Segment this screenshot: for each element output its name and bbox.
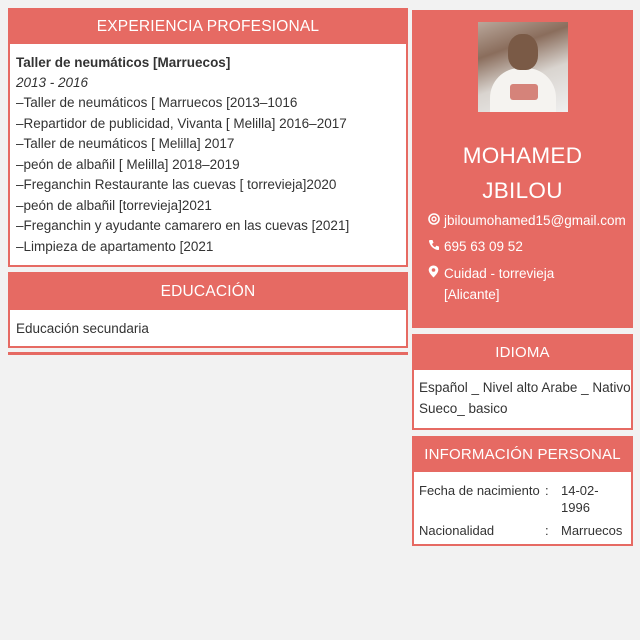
personal-info-table (419, 482, 626, 539)
education-heading: EDUCACIÓN (10, 274, 406, 310)
table-row (419, 516, 626, 539)
section-divider (8, 352, 408, 355)
language-line: Sueco_ basico (419, 401, 508, 416)
experience-item: –Repartidor de publicidad, Vivanta [ Melilla] 2016–2017 (16, 115, 347, 131)
contact-email[interactable] (428, 210, 626, 232)
language-line: Español _ Nivel alto Arabe _ Nativo (419, 380, 631, 395)
at-icon (428, 211, 444, 232)
nationality-label: Nacionalidad (419, 523, 495, 538)
location-line2: [Alicante] (444, 287, 500, 302)
birthdate-label: Fecha de nacimiento (419, 483, 540, 498)
experience-heading: EXPERIENCIA PROFESIONAL (10, 10, 406, 44)
experience-item: –Freganchin y ayudante camarero en las cuevas [2021] (16, 218, 350, 233)
location-line1: Cuidad - torrevieja (444, 266, 555, 281)
separator: : (545, 523, 549, 538)
experience-item: –Freganchin Restaurante las cuevas [ torrevieja]2020 (16, 177, 337, 192)
experience-item: –Taller de neumáticos [ Marruecos [2013–1016 (16, 95, 298, 110)
experience-item: –Taller de neumáticos [ Melilla] 2017 (16, 136, 235, 151)
phone-icon (428, 237, 444, 258)
experience-years: 2013 - 2016 (16, 75, 89, 90)
experience-item: –peón de albañil [ Melilla] 2018–2019 (16, 156, 240, 172)
education-section (8, 272, 408, 348)
separator: : (545, 483, 549, 498)
personal-info-section (412, 436, 633, 546)
experience-title: Taller de neumáticos [Marruecos] (16, 55, 231, 70)
languages-section (412, 334, 633, 430)
name-last: JBILOU (482, 178, 563, 203)
contact-location (428, 263, 554, 305)
phone-text: 695 63 09 52 (444, 239, 523, 254)
contact-phone[interactable] (428, 236, 523, 258)
personal-info-heading: INFORMACIÓN PERSONAL (414, 438, 631, 472)
birthdate-value: 14-02-1996 (561, 483, 599, 515)
nationality-value: Marruecos (561, 523, 623, 538)
experience-section (8, 8, 408, 267)
profile-name (412, 138, 633, 208)
avatar (478, 22, 568, 112)
experience-item: –Limpieza de apartamento [2021 (16, 238, 214, 254)
name-first: MOHAMED (462, 143, 583, 168)
languages-heading: IDIOMA (414, 336, 631, 370)
email-text: jbiloumohamed15@gmail.com (444, 213, 626, 228)
location-pin-icon (428, 264, 444, 285)
experience-item: –peón de albañil [torrevieja]2021 (16, 197, 212, 213)
profile-card (412, 10, 633, 328)
table-row (419, 482, 626, 516)
education-text: Educación secundaria (16, 321, 149, 336)
